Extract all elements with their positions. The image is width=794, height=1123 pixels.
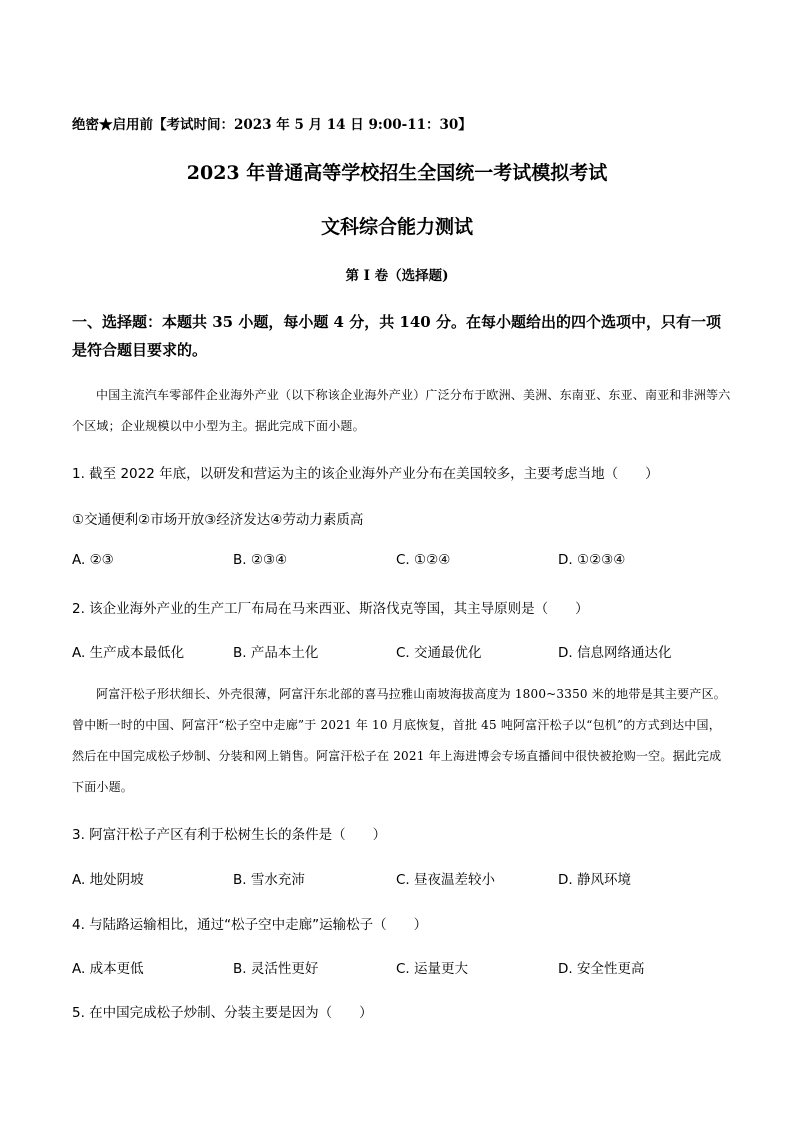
question-2-option-b: B. 产品本土化 <box>233 645 319 661</box>
question-2-option-a: A. 生产成本最低化 <box>72 645 185 661</box>
question-3-option-d: D. 静风环境 <box>558 872 631 888</box>
question-2-option-c: C. 交通最优化 <box>396 645 482 661</box>
question-1-stem: 1. 截至 2022 年底，以研发和营运为主的该企业海外产业分布在美国较多，主要考虑当地（ ） <box>72 466 659 482</box>
question-3-stem: 3. 阿富汗松子产区有利于松树生长的条件是（ ） <box>72 827 387 843</box>
question-1-conditions: ①交通便利②市场开放③经济发达④劳动力素质高 <box>72 512 364 528</box>
question-3-option-b: B. 雪水充沛 <box>233 872 305 888</box>
question-4-option-d: D. 安全性更高 <box>558 961 645 977</box>
question-1-option-a: A. ②③ <box>72 552 114 568</box>
section-instructions: 一、选择题：本题共 35 小题，每小题 4 分，共 140 分。在每小题给出的四个选项中，只有一项是符合题目要求的。 <box>72 313 721 359</box>
question-4-option-a: A. 成本更低 <box>72 961 144 977</box>
question-4-stem: 4. 与陆路运输相比，通过“松子空中走廊”运输松子（ ） <box>72 917 428 933</box>
question-1-option-b: B. ②③④ <box>233 552 288 568</box>
subject-title: 文科综合能力测试 <box>320 216 473 238</box>
question-4-option-c: C. 运量更大 <box>396 961 469 977</box>
question-4-option-b: B. 灵活性更好 <box>233 961 319 977</box>
volume-label: 第 I 卷（选择题) <box>345 268 449 284</box>
question-1-option-d: D. ①②③④ <box>558 552 626 568</box>
question-3-option-c: C. 昼夜温差较小 <box>396 872 496 888</box>
question-2-stem: 2. 该企业海外产业的生产工厂布局在马来西亚、斯洛伐克等国，其主导原则是（ ） <box>72 601 589 617</box>
question-5-stem: 5. 在中国完成松子炒制、分装主要是因为（ ） <box>72 1005 373 1021</box>
secret-header: 绝密★启用前【考试时间：2023 年 5 月 14 日 9:00-11：30】 <box>72 117 472 133</box>
material-paragraph-1: 中国主流汽车零部件企业海外产业（以下称该企业海外产业）广泛分布于欧洲、美洲、东南亚、东亚、南亚和非洲等六个区域；企业规模以中小型为主。据此完成下面小题。 <box>72 388 731 433</box>
question-2-option-d: D. 信息网络通达化 <box>558 645 672 661</box>
question-3-option-a: A. 地处阴坡 <box>72 872 144 888</box>
material-paragraph-2: 阿富汗松子形状细长、外壳很薄，阿富汗东北部的喜马拉雅山南坡海拔高度为 1800~3350 米的地带是其主要产区。曾中断一时的中国、阿富汗“松子空中走廊”于 2021 年 10 月底恢复，首批 45 吨阿富汗松子以“包机”的方式到达中国，然后在中国完成松子炒制、分装和网上销售。阿富汗松子在 2021 年上海进博会专场直播间中很快被抢购一空。据此完成下面小题。 <box>72 687 726 794</box>
question-1-option-c: C. ①②④ <box>396 552 451 568</box>
exam-title: 2023 年普通高等学校招生全国统一考试模拟考试 <box>186 162 608 184</box>
